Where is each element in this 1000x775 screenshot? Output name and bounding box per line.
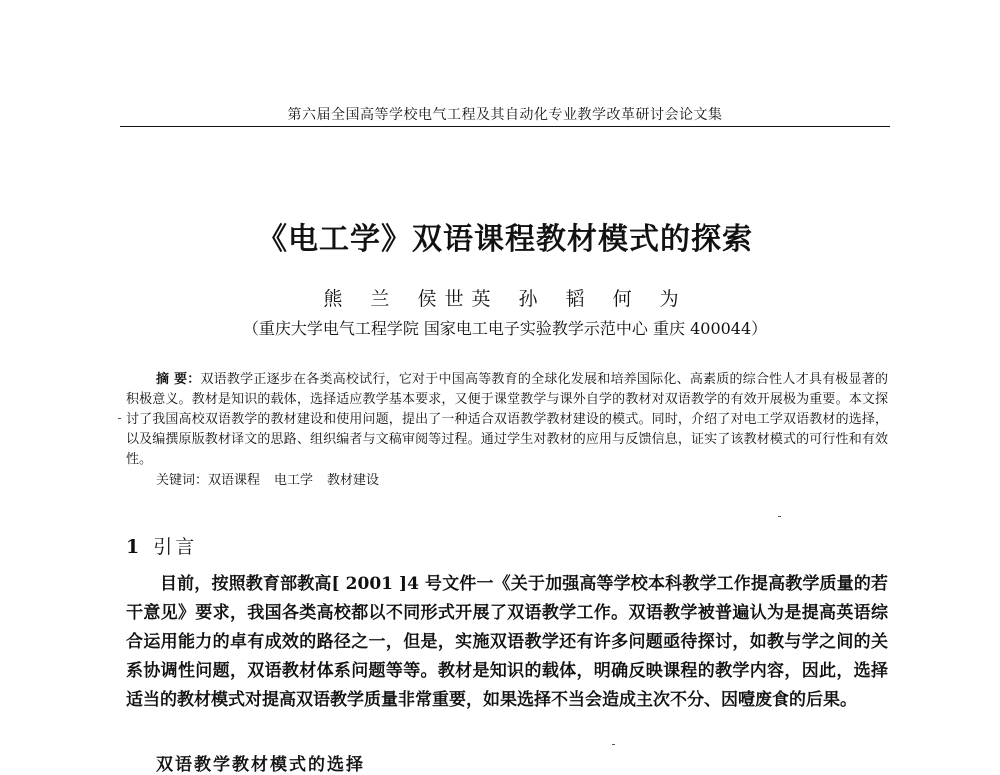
scan-speck — [612, 744, 615, 745]
keywords — [156, 471, 856, 491]
abstract-text: 双语教学正逐步在各类高校试行，它对于中国高等教育的全球化发展和培养国际化、高素质的综合性人才具有极显著的积极意义。教材是知识的载体，选择适应教学基本要求，又便于课堂教学与课外自学的教材对双语教学的有效开展极为重要。本文探讨了我国高校双语教学的教材建设和使用问题，提出了一种适合双语教学教材建设的模式。同时，介绍了对电工学双语教材的选择，以及编撰原版教材译文的思路、组织编者与文稿审阅等过程。通过学生对教材的应用与反馈信息，证实了该教材模式的可行性和有效性。 — [126, 372, 888, 467]
affiliation: （重庆大学电气工程学院 国家电工电子实验教学示范中心 重庆 400044） — [242, 319, 768, 338]
section-heading — [126, 532, 197, 559]
header-rule — [120, 126, 890, 127]
keyword-3: 教材建设 — [327, 473, 380, 488]
body-paragraph: 目前，按照教育部教高[ 2001 ]4 号文件一《关于加强高等学校本科教学工作提高教学质量的若干意见》要求，我国各类高校都以不同形式开展了双语教学工作。双语教学被普遍认为是提高英语综合运用能力的卓有成效的路径之一，但是，实施双语教学还有许多问题亟待探讨，如教与学之间的关系协调性问题，双语教材体系问题等等。教材是知识的载体，明确反映课程的教学内容，因此，选择适当的教材模式对提高双语教学质量非常重要，如果选择不当会造成主次不分、因噎废食的后果。 — [126, 574, 888, 710]
cut-off-line: 双语教学教材模式的选择 — [156, 755, 365, 775]
running-header: 第六届全国高等学校电气工程及其自动化专业教学改革研讨会论文集 — [287, 107, 723, 123]
abstract — [126, 370, 888, 470]
author-4: 何 为 — [612, 288, 687, 310]
keywords-label: 关键词： — [156, 473, 209, 488]
keyword-2: 电工学 — [274, 473, 314, 488]
scan-speck — [778, 516, 781, 517]
author-2: 侯世英 — [417, 288, 499, 310]
section-name: 引言 — [153, 536, 198, 558]
author-list — [120, 284, 890, 311]
scan-speck — [118, 418, 121, 419]
keyword-1: 双语课程 — [208, 473, 261, 488]
author-3: 孙 韬 — [518, 288, 593, 310]
author-1: 熊 兰 — [323, 288, 398, 310]
abstract-label: 摘 要： — [156, 372, 201, 387]
paper-title: 《电工学》双语课程教材模式的探索 — [257, 222, 753, 257]
section-number: 1 — [126, 536, 140, 558]
